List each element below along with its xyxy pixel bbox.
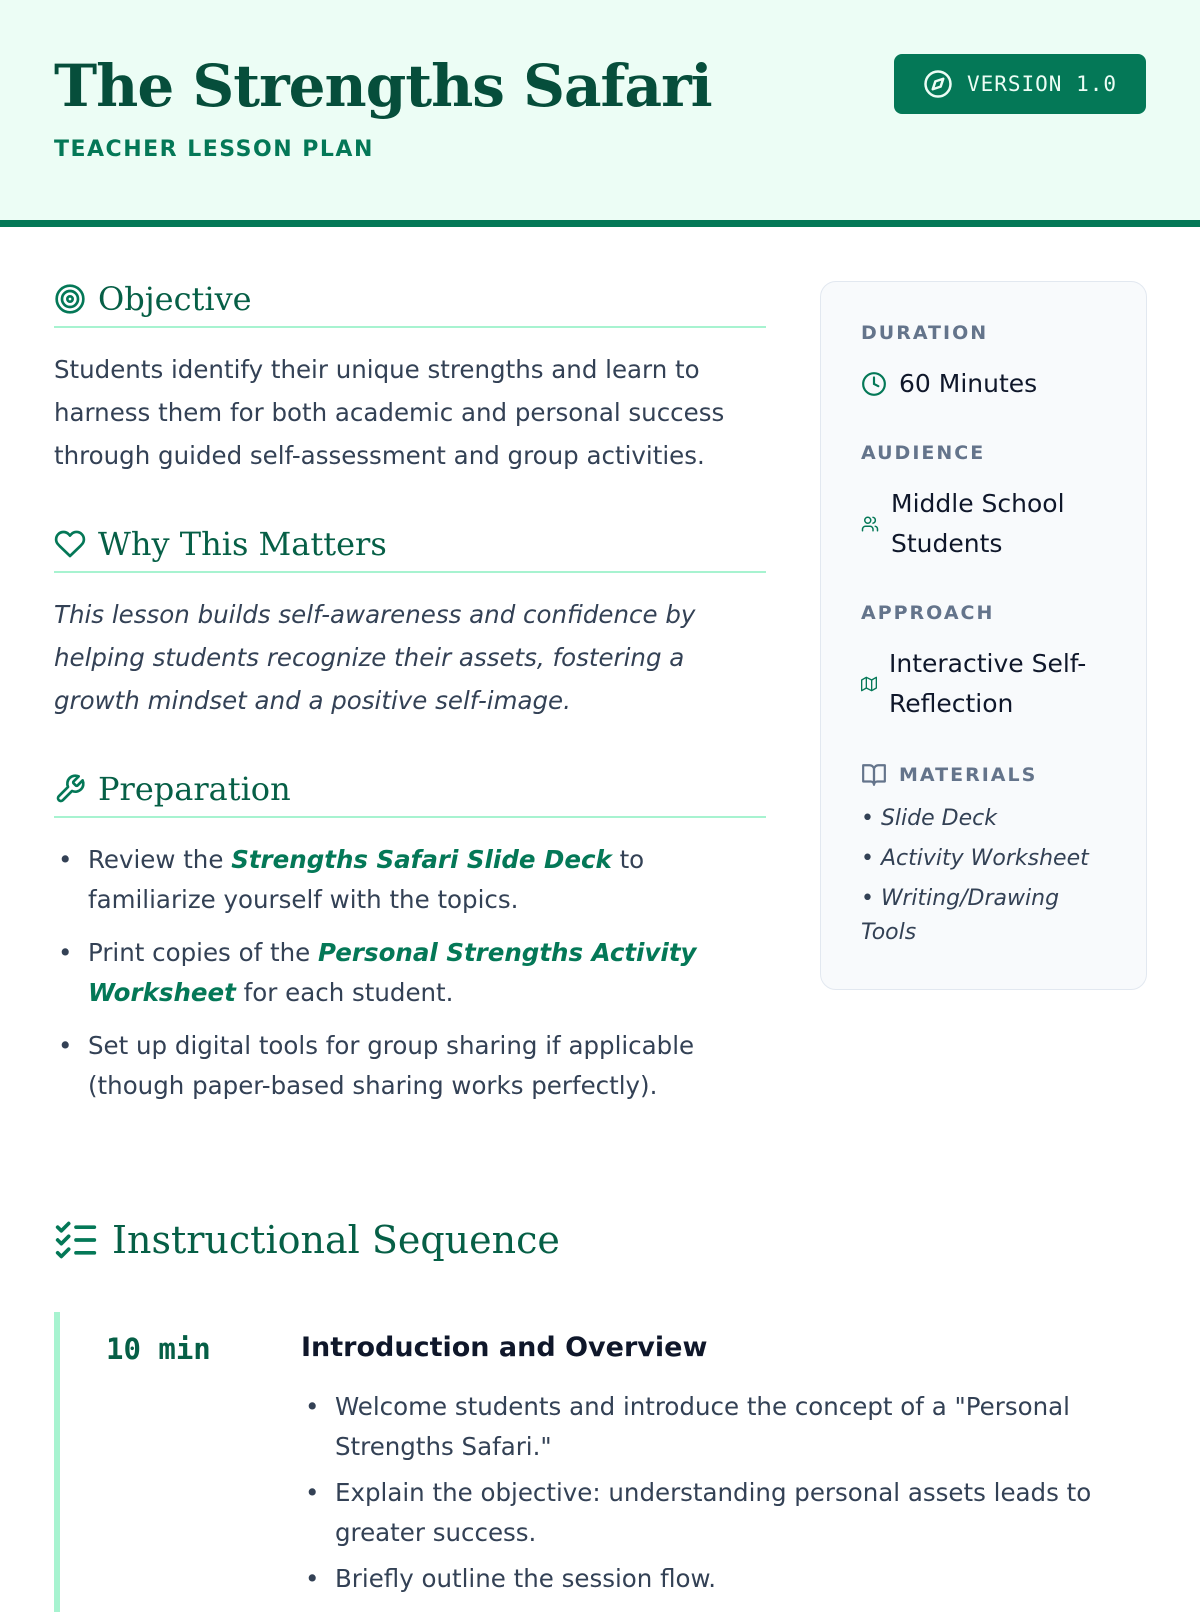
step-content — [301, 1332, 1121, 1605]
wrench-icon — [54, 773, 86, 805]
step-duration: 10 min — [106, 1332, 211, 1366]
page-title: The Strengths Safari — [54, 52, 712, 120]
page-subtitle: TEACHER LESSON PLAN — [54, 137, 374, 162]
version-badge — [894, 54, 1146, 114]
audience-label: AUDIENCE — [861, 442, 986, 464]
sequence-step — [54, 1312, 1146, 1612]
objective-heading — [54, 280, 766, 328]
sequence-heading — [54, 1218, 560, 1262]
clock-icon — [861, 371, 887, 397]
approach-value: Interactive Self-Reflection — [889, 649, 1087, 718]
why-section — [54, 525, 766, 722]
objective-title: Objective — [98, 280, 252, 318]
checklist-icon — [54, 1218, 98, 1262]
list-item: • Explain the objective: understanding personal assets leads to greater success. — [301, 1473, 1121, 1553]
worksheet-link[interactable]: Personal Strengths Activity Worksheet — [88, 938, 697, 1007]
header — [0, 0, 1200, 227]
list-item: • Print copies of the Personal Strengths Activity Worksheet for each student. — [54, 933, 766, 1013]
step-title: Introduction and Overview — [301, 1332, 708, 1363]
why-text: This lesson builds self-awareness and confidence by helping students recognize their assets, fostering a growth mindset and a positive self-image. — [54, 600, 696, 715]
sequence-title: Instructional Sequence — [112, 1218, 560, 1262]
list-item: • Set up digital tools for group sharing if applicable (though paper-based sharing works perfectly). — [54, 1026, 766, 1106]
duration-block — [861, 322, 1146, 404]
users-icon — [861, 515, 879, 533]
info-sidebar — [820, 281, 1147, 990]
materials-block — [861, 762, 1146, 950]
preparation-title: Preparation — [98, 770, 291, 808]
objective-section — [54, 280, 766, 477]
slide-deck-link[interactable]: Strengths Safari Slide Deck — [231, 845, 612, 874]
audience-value: Middle School Students — [891, 489, 1065, 558]
materials-label: MATERIALS — [899, 764, 1038, 786]
why-title: Why This Matters — [98, 525, 387, 563]
step-list — [301, 1387, 1121, 1599]
duration-value: 60 Minutes — [899, 369, 1038, 398]
list-item: • Slide Deck — [861, 806, 997, 831]
materials-list — [861, 802, 1101, 950]
heart-icon — [54, 528, 86, 560]
list-item: • Welcome students and introduce the concept of a "Personal Strengths Safari." — [301, 1387, 1121, 1467]
why-heading — [54, 525, 766, 573]
list-item: • Review the Strengths Safari Slide Deck to familiarize yourself with the topics. — [54, 840, 766, 920]
objective-text: Students identify their unique strengths and learn to harness them for both academic and personal success through guided self-assessment and group activities. — [54, 355, 725, 470]
list-item: • Briefly outline the session flow. — [301, 1559, 1121, 1599]
target-icon — [54, 283, 86, 315]
preparation-list — [54, 840, 766, 1106]
preparation-heading — [54, 770, 766, 818]
approach-label: APPROACH — [861, 602, 995, 624]
preparation-section — [54, 770, 766, 1119]
list-item: • Writing/Drawing Tools — [861, 886, 1060, 945]
version-label: VERSION 1.0 — [966, 72, 1118, 96]
book-open-icon — [861, 762, 887, 788]
duration-label: DURATION — [861, 322, 989, 344]
list-item: • Activity Worksheet — [861, 846, 1089, 871]
main-column — [54, 280, 766, 1100]
compass-icon — [923, 69, 953, 99]
map-icon — [861, 676, 877, 692]
approach-block — [861, 602, 1146, 724]
audience-block — [861, 442, 1146, 564]
